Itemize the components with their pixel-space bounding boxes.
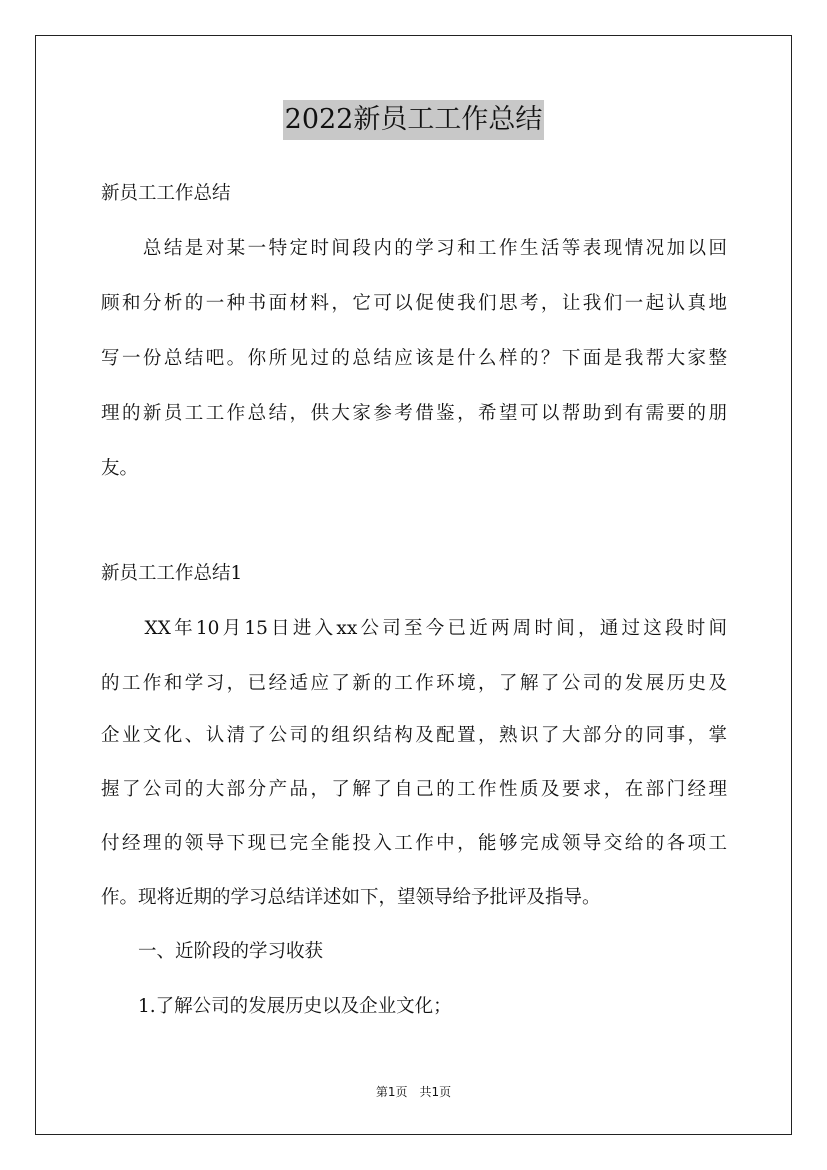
sub-heading: 一、近阶段的学习收获: [101, 941, 324, 962]
intro-line-2: 顾和分析的一种书面材料，它可以促使我们思考，让我们一起认真地: [101, 293, 727, 314]
intro-line-4: 理的新员工工作总结，供大家参考借鉴，希望可以帮助到有需要的朋: [101, 403, 727, 424]
section1-line-1: XX年10月15日进入xx公司至今已近两周时间，通过这段时间: [101, 618, 727, 639]
intro-line-1: 总结是对某一特定时间段内的学习和工作生活等表现情况加以回: [101, 238, 727, 259]
title-container: [0, 100, 827, 140]
list-item-1: 1.了解公司的发展历史以及企业文化；: [101, 996, 452, 1017]
section1-line-2: 的工作和学习，已经适应了新的工作环境，了解了公司的发展历史及: [101, 673, 727, 694]
intro-line-3: 写一份总结吧。你所见过的总结应该是什么样的？下面是我帮大家整: [101, 348, 727, 369]
section1-title: 新员工工作总结1: [101, 563, 243, 584]
document-heading: 新员工工作总结: [101, 183, 231, 204]
section1-line-4: 握了公司的大部分产品，了解了自己的工作性质及要求，在部门经理: [101, 779, 727, 800]
section1-line-6: 作。现将近期的学习总结详述如下，望领导给予批评及指导。: [101, 887, 601, 908]
page-footer: 第1页 共1页: [375, 1085, 452, 1099]
document-title: 2022新员工工作总结: [283, 100, 545, 140]
section1-line-3: 企业文化、认清了公司的组织结构及配置，熟识了大部分的同事，掌: [101, 725, 727, 746]
intro-line-5: 友。: [101, 458, 139, 479]
section1-line-5: 付经理的领导下现已完全能投入工作中，能够完成领导交给的各项工: [101, 833, 727, 854]
